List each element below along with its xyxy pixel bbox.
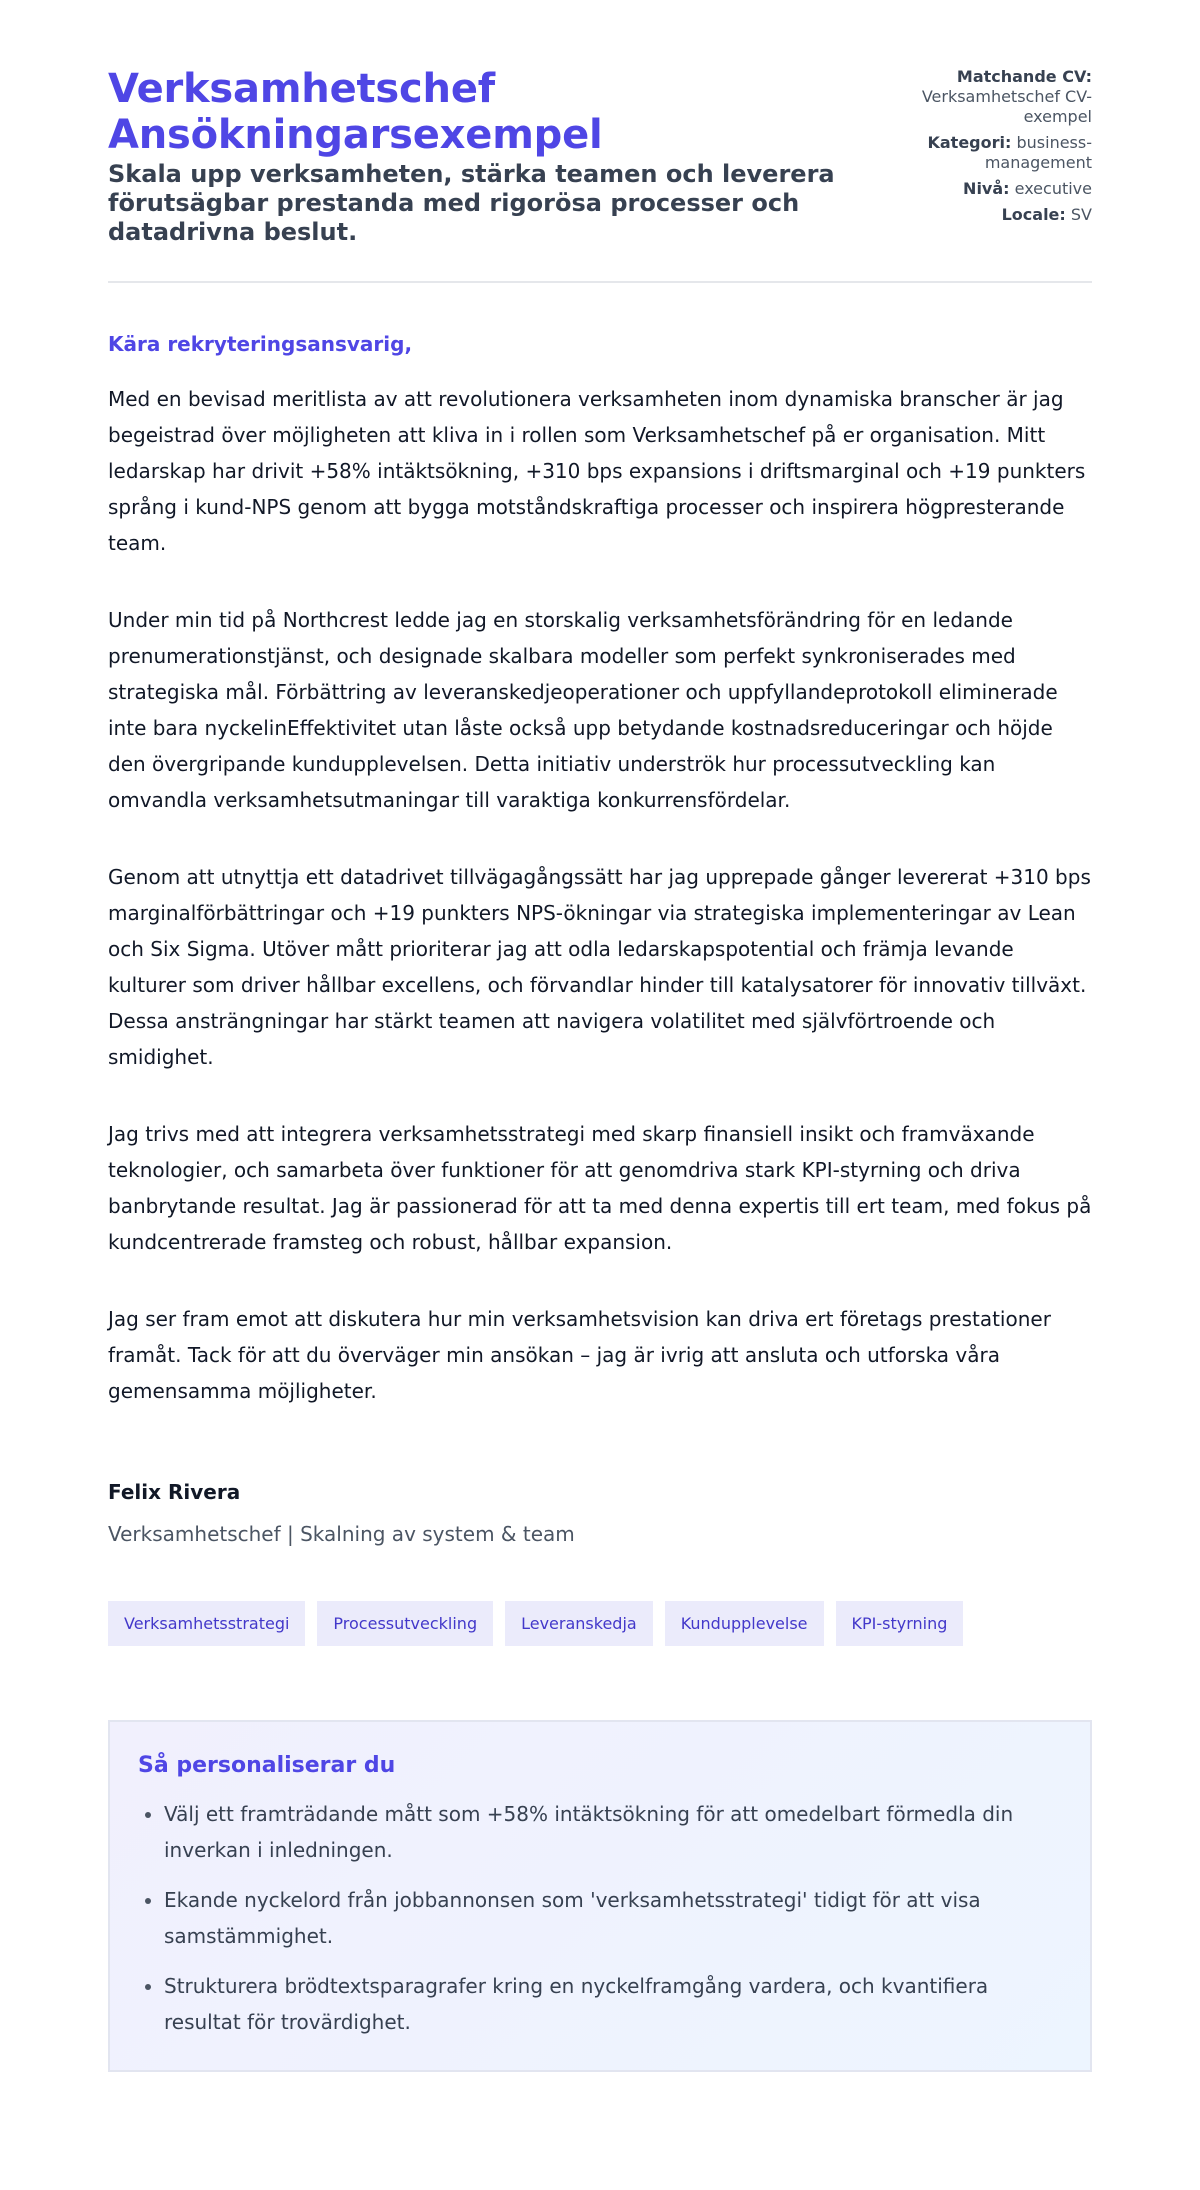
tip-item: • Ekande nyckelord från jobbannonsen som 'verksamhetsstrategi' tidigt för att visa samstämmighet.: [164, 1882, 1062, 1954]
page-title: [108, 66, 895, 158]
meta-locale-label: Locale:: [1001, 205, 1066, 224]
signature-title: Verksamhetschef | Skalning av system & team: [108, 1522, 575, 1546]
letter-paragraph: Genom att utnyttja ett datadrivet tillvägagångssätt har jag upprepade gånger levererat +310 bps marginalförbättringar och +19 punkters NPS-ökningar via strategiska implementeringar av Lean och Six Sigma. Utöver mått prioriterar jag att odla ledarskapspotential och främja levande kulturer som driver hållbar excellens, och förvandlar hinder till katalysatorer för innovativ tillväxt. Dessa ansträngningar har stärkt teamen att navigera volatilitet med självförtroende och smidighet.: [108, 865, 1091, 1069]
meta-level-label: Nivå:: [963, 179, 1010, 198]
tip-item: • Strukturera brödtextsparagrafer kring en nyckelframgång vardera, och kvantifiera resultat för trovärdighet.: [164, 1968, 1062, 2040]
title-line-1: Verksamhetschef: [108, 66, 495, 112]
tips-title: Så personaliserar du: [138, 1753, 396, 1778]
meta-locale: [895, 205, 1092, 225]
tips-list: [138, 1796, 1062, 2040]
letter-paragraph: Jag ser fram emot att diskutera hur min verksamhetsvision kan driva ert företags prestationer framåt. Tack för att du överväger min ansökan – jag är ivrig att ansluta och utforska våra gemensamma möjligheter.: [108, 1307, 1051, 1403]
skill-tag: Leveranskedja: [505, 1601, 653, 1646]
meta-level-value: executive: [1014, 179, 1092, 198]
letter-paragraph: Under min tid på Northcrest ledde jag en storskalig verksamhetsförändring för en ledande prenumerationstjänst, och designade skalbara modeller som perfekt synkroniserades med strategiska mål. Förbättring av leveranskedjeoperationer och uppfyllandeprotokoll eliminerade inte bara nyckelinEffektivitet utan låste också upp betydande kostnadsreduceringar och höjde den övergripande kundupplevelsen. Detta initiativ underströk hur processutveckling kan omvandla verksamhetsutmaningar till varaktiga konkurrensfördelar.: [108, 608, 1058, 812]
signature-block: [108, 1479, 1092, 1547]
skill-tag: KPI-styrning: [836, 1601, 964, 1646]
skill-tag: Verksamhetsstrategi: [108, 1601, 305, 1646]
skill-tag: Processutveckling: [317, 1601, 493, 1646]
page-header: [108, 66, 1092, 283]
letter-paragraph: Jag trivs med att integrera verksamhetsstrategi med skarp finansiell insikt och framväxande teknologier, och samarbeta över funktioner för att genomdriva stark KPI-styrning och driva banbrytande resultat. Jag är passionerad för att ta med denna expertis till ert team, med fokus på kundcentrerade framsteg och robust, hållbar expansion.: [108, 1122, 1092, 1254]
meta-level: [895, 179, 1092, 199]
meta-matching-cv-value: Verksamhetschef CV-exempel: [921, 87, 1092, 126]
skill-tag: Kundupplevelse: [665, 1601, 824, 1646]
personalization-tips-box: [108, 1720, 1092, 2072]
meta-category: [895, 133, 1092, 173]
header-titles: [108, 66, 895, 247]
page-subtitle: Skala upp verksamheten, stärka teamen och leverera förutsägbar prestanda med rigorösa processer och datadrivna beslut.: [108, 160, 835, 246]
skill-tags: [108, 1601, 1092, 1646]
letter-body: [108, 331, 1092, 1409]
letter-paragraph: Med en bevisad meritlista av att revolutionera verksamheten inom dynamiska branscher är jag begeistrad över möjligheten att kliva in i rollen som Verksamhetschef på er organisation. Mitt ledarskap har drivit +58% intäktsökning, +310 bps expansions i driftsmarginal och +19 punkters språng i kund-NPS genom att bygga motståndskraftiga processer och inspirera högpresterande team.: [108, 387, 1086, 555]
meta-matching-cv: [895, 67, 1092, 127]
signature-name: Felix Rivera: [108, 1480, 241, 1504]
meta-info: [895, 67, 1092, 231]
title-line-2: Ansökningarsexempel: [108, 112, 603, 158]
meta-category-value: business-management: [984, 133, 1092, 172]
tip-item: • Välj ett framträdande mått som +58% intäktsökning för att omedelbart förmedla din inverkan i inledningen.: [164, 1796, 1062, 1868]
meta-locale-value: SV: [1070, 205, 1092, 224]
meta-category-label: Kategori:: [927, 133, 1012, 152]
meta-matching-cv-label: Matchande CV:: [956, 67, 1092, 86]
letter-greeting: Kära rekryteringsansvarig,: [108, 332, 413, 356]
